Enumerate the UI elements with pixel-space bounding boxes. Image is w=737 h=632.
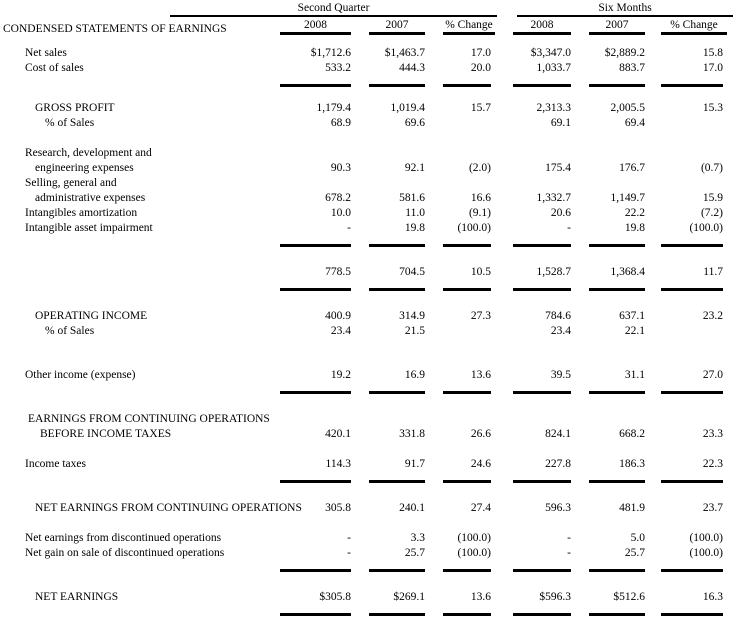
statement-title: CONDENSED STATEMENTS OF EARNINGS bbox=[3, 23, 227, 35]
row-label: Selling, general and bbox=[25, 177, 117, 189]
cell-value: 581.6 bbox=[399, 192, 425, 204]
rule-cell bbox=[645, 605, 727, 619]
rule-line bbox=[443, 244, 491, 247]
column-header-row bbox=[0, 18, 737, 35]
table-row bbox=[0, 161, 737, 176]
cell-value: 69.1 bbox=[550, 117, 571, 129]
rule-label-spacer bbox=[0, 561, 270, 575]
table-row bbox=[0, 146, 737, 161]
table-row bbox=[0, 176, 737, 191]
row-label: EARNINGS FROM CONTINUING OPERATIONS bbox=[28, 413, 270, 425]
spacer-row bbox=[0, 575, 737, 590]
row-label: % of Sales bbox=[45, 117, 95, 129]
cell-value: 305.8 bbox=[325, 502, 351, 514]
cell-value: 1,528.7 bbox=[536, 266, 571, 278]
rule-row bbox=[0, 605, 737, 619]
column-header-q2-2008 bbox=[270, 19, 351, 35]
row-label: Cost of sales bbox=[25, 62, 84, 74]
rule-line bbox=[589, 244, 645, 247]
rule-cell bbox=[425, 472, 495, 486]
row-label: engineering expenses bbox=[35, 162, 134, 174]
rule-line bbox=[513, 569, 571, 572]
cell-value: 2,005.5 bbox=[610, 102, 645, 114]
cell-value: 25.7 bbox=[624, 547, 645, 559]
row-label bbox=[0, 265, 270, 280]
cell-value: 23.7 bbox=[702, 502, 723, 514]
cell-value: - bbox=[347, 547, 351, 559]
spacer-row bbox=[0, 486, 737, 501]
rule-line bbox=[280, 244, 351, 247]
rule-line bbox=[443, 84, 491, 87]
cell-value: 10.0 bbox=[330, 207, 351, 219]
cell-value: 175.4 bbox=[545, 162, 571, 174]
cell-value: 17.0 bbox=[470, 47, 491, 59]
column-header-q2-pct-change bbox=[425, 19, 495, 35]
rule-cell bbox=[270, 561, 351, 575]
rule-cell bbox=[351, 236, 425, 250]
row-label: Net earnings from discontinued operations bbox=[25, 532, 222, 544]
rule-line bbox=[443, 288, 491, 291]
cell-value bbox=[645, 116, 727, 131]
cell-value: $1,463.7 bbox=[384, 47, 425, 59]
column-header-6m-2008 bbox=[495, 19, 571, 35]
rule-line bbox=[369, 391, 425, 394]
cell-value: $2,889.2 bbox=[604, 47, 645, 59]
rule-row bbox=[0, 561, 737, 575]
cell-value: 533.2 bbox=[325, 62, 351, 74]
row-label: OPERATING INCOME bbox=[35, 310, 148, 322]
cell-value: 15.7 bbox=[470, 102, 491, 114]
rule-line bbox=[661, 613, 723, 616]
rule-cell bbox=[645, 472, 727, 486]
cell-value: 11.0 bbox=[405, 207, 425, 219]
cell-value: 2,313.3 bbox=[536, 102, 571, 114]
row-label: Intangible asset impairment bbox=[25, 222, 153, 234]
cell-value: 1,033.7 bbox=[536, 62, 571, 74]
cell-value: $305.8 bbox=[319, 591, 351, 603]
rule-cell bbox=[495, 76, 571, 90]
rule-label-spacer bbox=[0, 236, 270, 250]
rule-cell bbox=[270, 383, 351, 397]
cell-value: 1,019.4 bbox=[390, 102, 425, 114]
rule-cell bbox=[645, 561, 727, 575]
table-row bbox=[0, 324, 737, 339]
cell-value: 11.7 bbox=[703, 266, 723, 278]
table-row bbox=[0, 427, 737, 442]
rule-cell bbox=[425, 280, 495, 294]
cell-value: 331.8 bbox=[399, 428, 425, 440]
cell-value: $596.3 bbox=[539, 591, 571, 603]
rule-line bbox=[280, 391, 351, 394]
cell-value: (0.7) bbox=[700, 162, 723, 174]
group-second-quarter bbox=[170, 2, 497, 17]
cell-value: 240.1 bbox=[399, 502, 425, 514]
cell-value bbox=[351, 146, 425, 161]
cell-value bbox=[425, 116, 495, 131]
row-label: Intangibles amortization bbox=[25, 207, 138, 219]
cell-value: $1,712.6 bbox=[310, 47, 351, 59]
cell-value: 481.9 bbox=[619, 502, 645, 514]
column-header-label: % Change bbox=[443, 19, 495, 35]
cell-value: 778.5 bbox=[325, 266, 351, 278]
spacer-row bbox=[0, 294, 737, 309]
cell-value bbox=[645, 176, 727, 191]
cell-value: 27.0 bbox=[702, 369, 723, 381]
rule-cell bbox=[270, 472, 351, 486]
cell-value: 3.3 bbox=[410, 532, 425, 544]
spacer-row bbox=[0, 516, 737, 531]
cell-value bbox=[495, 176, 571, 191]
rule-line bbox=[443, 391, 491, 394]
cell-value: 23.4 bbox=[550, 325, 571, 337]
table-row bbox=[0, 546, 737, 561]
cell-value bbox=[425, 412, 495, 427]
cell-value: 19.2 bbox=[330, 369, 351, 381]
cell-value bbox=[571, 146, 645, 161]
spacer-row bbox=[0, 397, 737, 412]
rule-cell bbox=[351, 280, 425, 294]
group-label: Second Quarter bbox=[297, 2, 370, 14]
cell-value bbox=[571, 412, 645, 427]
cell-value: 824.1 bbox=[545, 428, 571, 440]
rule-line bbox=[280, 613, 351, 616]
rule-line bbox=[369, 613, 425, 616]
cell-value bbox=[571, 176, 645, 191]
cell-value: 186.3 bbox=[619, 458, 645, 470]
cell-value: 24.6 bbox=[470, 458, 491, 470]
cell-value: 23.4 bbox=[330, 325, 351, 337]
cell-value: (100.0) bbox=[457, 547, 491, 559]
rule-line bbox=[280, 480, 351, 483]
rule-cell bbox=[495, 605, 571, 619]
column-header-label: % Change bbox=[661, 19, 727, 35]
column-header-6m-2007 bbox=[571, 19, 645, 35]
cell-value: - bbox=[347, 532, 351, 544]
rule-cell bbox=[645, 280, 727, 294]
cell-value: 883.7 bbox=[619, 62, 645, 74]
rule-cell bbox=[270, 605, 351, 619]
rule-cell bbox=[645, 236, 727, 250]
rule-cell bbox=[351, 383, 425, 397]
rule-cell bbox=[270, 236, 351, 250]
cell-value: 227.8 bbox=[545, 458, 571, 470]
cell-value: 1,332.7 bbox=[536, 192, 571, 204]
table-row bbox=[0, 61, 737, 76]
cell-value: - bbox=[567, 532, 571, 544]
rule-label-spacer bbox=[0, 280, 270, 294]
cell-value: $3,347.0 bbox=[530, 47, 571, 59]
table-row bbox=[0, 116, 737, 131]
column-header-label: 2008 bbox=[280, 19, 351, 35]
cell-value: 1,368.4 bbox=[610, 266, 645, 278]
rule-cell bbox=[495, 472, 571, 486]
rule-cell bbox=[571, 561, 645, 575]
cell-value: 1,179.4 bbox=[316, 102, 351, 114]
rule-line bbox=[513, 244, 571, 247]
rule-cell bbox=[495, 383, 571, 397]
rule-cell bbox=[645, 76, 727, 90]
table-row bbox=[0, 206, 737, 221]
rule-cell bbox=[495, 561, 571, 575]
cell-value: 69.4 bbox=[624, 117, 645, 129]
rule-line bbox=[369, 288, 425, 291]
row-label: Other income (expense) bbox=[25, 369, 136, 381]
cell-value bbox=[425, 146, 495, 161]
cell-value: 704.5 bbox=[399, 266, 425, 278]
table-row bbox=[0, 191, 737, 206]
cell-value: 69.6 bbox=[404, 117, 425, 129]
cell-value: 420.1 bbox=[325, 428, 351, 440]
rule-line bbox=[661, 480, 723, 483]
rule-cell bbox=[645, 383, 727, 397]
table-row bbox=[0, 590, 737, 605]
cell-value bbox=[645, 412, 727, 427]
table-row bbox=[0, 221, 737, 236]
cell-value bbox=[270, 412, 351, 427]
rule-line bbox=[369, 569, 425, 572]
rule-line bbox=[513, 84, 571, 87]
cell-value: - bbox=[567, 547, 571, 559]
table-row bbox=[0, 101, 737, 116]
rule-line bbox=[589, 391, 645, 394]
cell-value bbox=[351, 412, 425, 427]
cell-value: 15.9 bbox=[702, 192, 723, 204]
table-row bbox=[0, 265, 737, 280]
cell-value: 68.9 bbox=[330, 117, 351, 129]
rule-line bbox=[661, 569, 723, 572]
rule-line bbox=[280, 288, 351, 291]
rule-cell bbox=[571, 76, 645, 90]
rule-line bbox=[589, 613, 645, 616]
rule-row bbox=[0, 236, 737, 250]
row-label: NET EARNINGS FROM CONTINUING OPERATIONS bbox=[35, 502, 302, 514]
cell-value: (2.0) bbox=[468, 162, 491, 174]
table-row bbox=[0, 457, 737, 472]
rule-cell bbox=[495, 236, 571, 250]
cell-value bbox=[495, 146, 571, 161]
row-label: Net gain on sale of discontinued operations bbox=[25, 547, 225, 559]
rule-label-spacer bbox=[0, 76, 270, 90]
rule-line bbox=[280, 84, 351, 87]
row-label: % of Sales bbox=[45, 325, 95, 337]
cell-value: 27.4 bbox=[470, 502, 491, 514]
table-row bbox=[0, 46, 737, 61]
cell-value: 16.3 bbox=[702, 591, 723, 603]
column-header-label: 2007 bbox=[369, 19, 425, 35]
cell-value bbox=[645, 146, 727, 161]
rule-line bbox=[443, 480, 491, 483]
rule-line bbox=[369, 480, 425, 483]
rule-line bbox=[280, 569, 351, 572]
cell-value: 444.3 bbox=[399, 62, 425, 74]
rule-cell bbox=[425, 236, 495, 250]
cell-value: 26.6 bbox=[470, 428, 491, 440]
cell-value: 91.7 bbox=[404, 458, 425, 470]
rule-cell bbox=[571, 383, 645, 397]
cell-value: 22.2 bbox=[624, 207, 645, 219]
cell-value: 23.3 bbox=[702, 428, 723, 440]
spacer-row bbox=[0, 339, 737, 368]
rule-cell bbox=[351, 561, 425, 575]
rule-cell bbox=[425, 383, 495, 397]
rule-cell bbox=[495, 280, 571, 294]
rule-cell bbox=[571, 472, 645, 486]
rule-label-spacer bbox=[0, 605, 270, 619]
rule-cell bbox=[351, 605, 425, 619]
rule-cell bbox=[351, 472, 425, 486]
rule-cell bbox=[425, 76, 495, 90]
cell-value bbox=[645, 324, 727, 339]
row-label: Income taxes bbox=[25, 458, 86, 470]
cell-value: 19.8 bbox=[624, 222, 645, 234]
cell-value: 13.6 bbox=[470, 591, 491, 603]
rule-line bbox=[369, 244, 425, 247]
cell-value: 22.1 bbox=[624, 325, 645, 337]
cell-value: 27.3 bbox=[470, 310, 491, 322]
row-label: GROSS PROFIT bbox=[35, 102, 115, 114]
column-header-label: 2007 bbox=[589, 19, 645, 35]
cell-value: $512.6 bbox=[613, 591, 645, 603]
rule-line bbox=[443, 613, 491, 616]
cell-value: 5.0 bbox=[630, 532, 645, 544]
row-label: Research, development and bbox=[25, 147, 152, 159]
rule-line bbox=[661, 244, 723, 247]
cell-value: 176.7 bbox=[619, 162, 645, 174]
cell-value: 17.0 bbox=[702, 62, 723, 74]
rule-row bbox=[0, 472, 737, 486]
rule-row bbox=[0, 76, 737, 90]
cell-value: 637.1 bbox=[619, 310, 645, 322]
column-header-q2-2007 bbox=[351, 19, 425, 35]
rule-cell bbox=[425, 605, 495, 619]
table-row bbox=[0, 368, 737, 383]
cell-value: (7.2) bbox=[700, 207, 723, 219]
rule-line bbox=[589, 569, 645, 572]
cell-value bbox=[425, 176, 495, 191]
rule-row bbox=[0, 383, 737, 397]
cell-value: 15.3 bbox=[702, 102, 723, 114]
cell-value: (100.0) bbox=[457, 532, 491, 544]
row-label: NET EARNINGS bbox=[35, 591, 119, 603]
cell-value: 39.5 bbox=[550, 369, 571, 381]
rule-label-spacer bbox=[0, 383, 270, 397]
cell-value: 784.6 bbox=[545, 310, 571, 322]
row-label: Net sales bbox=[25, 47, 67, 59]
rule-line bbox=[661, 391, 723, 394]
rule-cell bbox=[425, 561, 495, 575]
cell-value: $269.1 bbox=[393, 591, 425, 603]
spacer-row bbox=[0, 131, 737, 146]
cell-value: 15.8 bbox=[702, 47, 723, 59]
cell-value: 10.5 bbox=[470, 266, 491, 278]
rule-line bbox=[513, 613, 571, 616]
spacer-row bbox=[0, 442, 737, 457]
cell-value: 92.1 bbox=[404, 162, 425, 174]
group-six-months bbox=[517, 2, 733, 17]
cell-value: 114.3 bbox=[325, 458, 351, 470]
rule-line bbox=[513, 391, 571, 394]
spacer-row bbox=[0, 90, 737, 101]
spacer-row bbox=[0, 35, 737, 46]
rule-line bbox=[661, 84, 723, 87]
cell-value: 25.7 bbox=[404, 547, 425, 559]
rule-line bbox=[589, 84, 645, 87]
rule-cell bbox=[571, 236, 645, 250]
column-group-header-row bbox=[0, 2, 737, 18]
cell-value: (100.0) bbox=[689, 222, 723, 234]
rule-line bbox=[513, 288, 571, 291]
table-row bbox=[0, 412, 737, 427]
cell-value: 1,149.7 bbox=[610, 192, 645, 204]
table-row bbox=[0, 309, 737, 324]
rule-label-spacer bbox=[0, 472, 270, 486]
cell-value bbox=[270, 146, 351, 161]
cell-value: (100.0) bbox=[689, 547, 723, 559]
table-row bbox=[0, 501, 737, 516]
cell-value bbox=[351, 176, 425, 191]
cell-value bbox=[425, 324, 495, 339]
statement-body bbox=[0, 35, 737, 619]
rule-cell bbox=[270, 280, 351, 294]
rule-line bbox=[513, 480, 571, 483]
cell-value: 16.6 bbox=[470, 192, 491, 204]
row-label: BEFORE INCOME TAXES bbox=[40, 428, 172, 440]
rule-cell bbox=[351, 76, 425, 90]
cell-value: 16.9 bbox=[404, 369, 425, 381]
cell-value: 21.5 bbox=[404, 325, 425, 337]
cell-value: 596.3 bbox=[545, 502, 571, 514]
rule-line bbox=[443, 569, 491, 572]
rule-line bbox=[589, 288, 645, 291]
cell-value: 13.6 bbox=[470, 369, 491, 381]
cell-value: 22.3 bbox=[702, 458, 723, 470]
group-label: Six Months bbox=[598, 2, 652, 14]
column-header-label: 2008 bbox=[513, 19, 571, 35]
cell-value: (100.0) bbox=[457, 222, 491, 234]
cell-value: 23.2 bbox=[702, 310, 723, 322]
row-label: administrative expenses bbox=[35, 192, 146, 204]
rule-line bbox=[369, 84, 425, 87]
cell-value: 20.6 bbox=[550, 207, 571, 219]
cell-value: - bbox=[347, 222, 351, 234]
rule-line bbox=[661, 288, 723, 291]
cell-value bbox=[270, 176, 351, 191]
rule-cell bbox=[571, 605, 645, 619]
cell-value bbox=[495, 412, 571, 427]
rule-cell bbox=[571, 280, 645, 294]
cell-value: 400.9 bbox=[325, 310, 351, 322]
cell-value: 668.2 bbox=[619, 428, 645, 440]
cell-value: (100.0) bbox=[689, 532, 723, 544]
cell-value: 678.2 bbox=[325, 192, 351, 204]
cell-value: 90.3 bbox=[330, 162, 351, 174]
cell-value: 19.8 bbox=[404, 222, 425, 234]
column-header-6m-pct-change bbox=[645, 19, 727, 35]
cell-value: 20.0 bbox=[470, 62, 491, 74]
cell-value: - bbox=[567, 222, 571, 234]
cell-value: (9.1) bbox=[468, 207, 491, 219]
rule-row bbox=[0, 280, 737, 294]
cell-value: 31.1 bbox=[624, 369, 645, 381]
rule-cell bbox=[270, 76, 351, 90]
table-row bbox=[0, 531, 737, 546]
rule-line bbox=[589, 480, 645, 483]
cell-value: 314.9 bbox=[399, 310, 425, 322]
spacer-row bbox=[0, 250, 737, 265]
